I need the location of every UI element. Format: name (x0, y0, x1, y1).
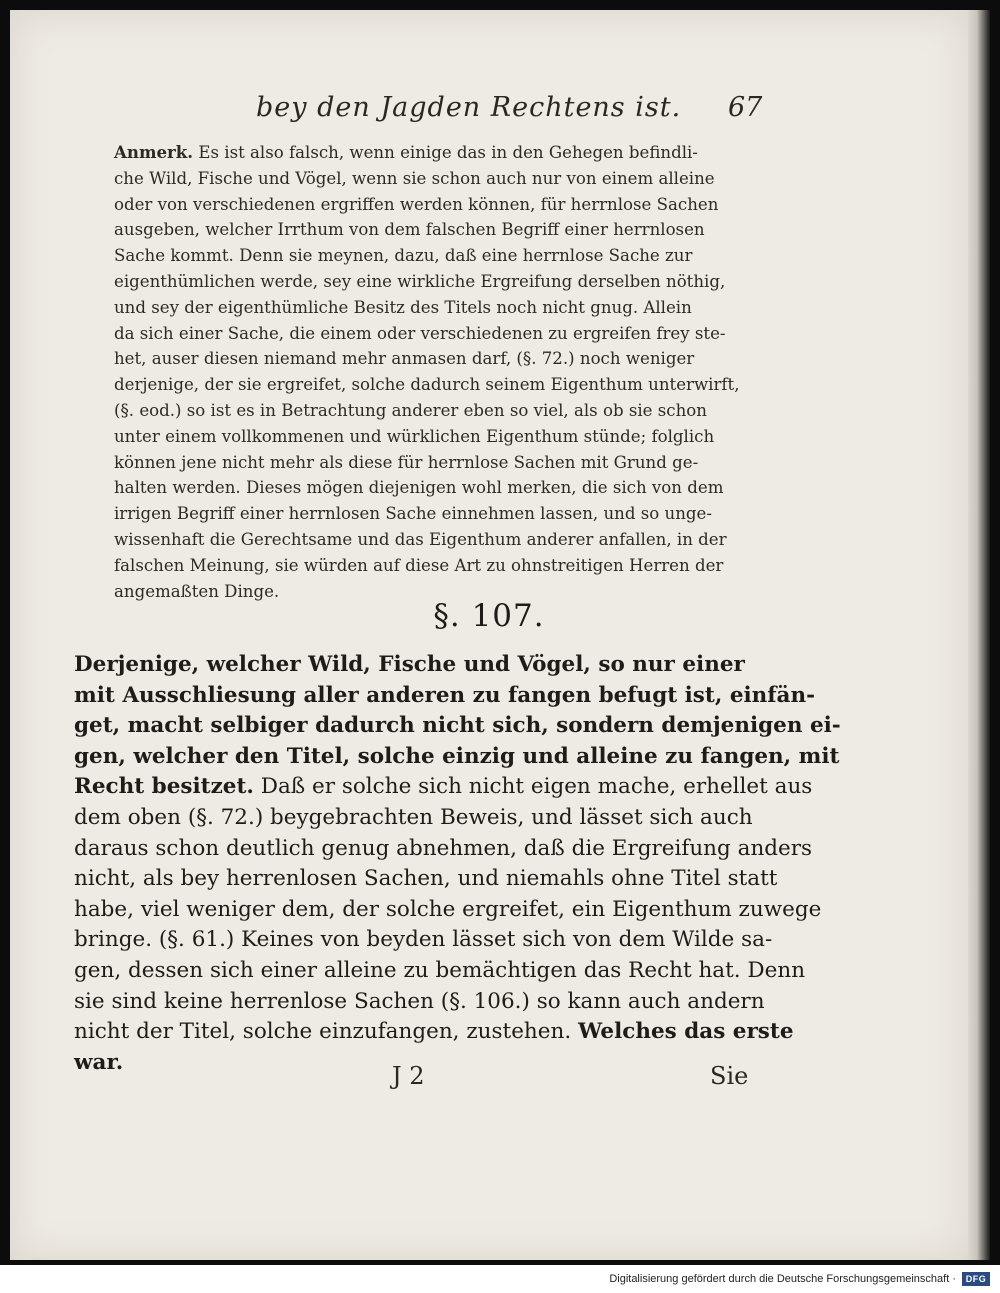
note-line-text: Es ist also falsch, wenn einige das in den Gehegen befindli- (198, 143, 698, 162)
note-line: falschen Meinung, sie würden auf diese Art zu ohnstreitigen Herren der (114, 555, 724, 575)
note-line: Sache kommt. Denn sie meynen, dazu, daß eine herrnlose Sache zur (114, 246, 693, 266)
body-line: gen, dessen sich einer alleine zu bemächtigen das Recht hat. Denn (74, 957, 806, 983)
note-line: eigenthümlichen werde, sey eine wirkliche Ergreifung derselben nöthig, (114, 271, 726, 291)
note-line (114, 140, 764, 166)
section-heading: §. 107. (433, 598, 545, 634)
note-line: het, auser diesen niemand mehr anmasen darf, (§. 72.) noch weniger (114, 349, 695, 369)
section-body (74, 650, 841, 1078)
page-edge (968, 10, 990, 1260)
note-line: halten werden. Dieses mögen diejenigen wohl merken, die sich von dem (114, 478, 724, 498)
credit-bar (0, 1265, 1000, 1293)
body-line-bold-part: Recht besitzet. (74, 774, 254, 800)
note-line: che Wild, Fische und Vögel, wenn sie schon auch nur von einem alleine (114, 168, 715, 188)
body-line-bold: mit Ausschliesung aller anderen zu fangen befugt ist, einfän- (74, 682, 816, 708)
note-line: und sey der eigenthümliche Besitz des Titels noch nicht gnug. Allein (114, 297, 692, 317)
note-line: unter einem vollkommenen und würklichen Eigenthum stünde; folglich (114, 426, 715, 446)
page-footer (10, 1062, 968, 1102)
page-header (10, 92, 968, 132)
catchword: Sie (710, 1062, 749, 1090)
note-line: ausgeben, welcher Irrthum von dem falschen Begriff einer herrnlosen (114, 220, 705, 240)
body-line (74, 772, 813, 803)
note-line: da sich einer Sache, die einem oder verschiedenen zu ergreifen frey ste- (114, 323, 726, 343)
body-line-bold: gen, welcher den Titel, solche einzig und alleine zu fangen, mit (74, 743, 840, 769)
note-lead: Anmerk. (114, 142, 194, 162)
running-head: bey den Jagden Rechtens ist. (256, 92, 682, 123)
book-page (10, 10, 968, 1260)
body-line: dem oben (§. 72.) beygebrachten Beweis, und lässet sich auch (74, 804, 753, 830)
body-line-bold: Derjenige, welcher Wild, Fische und Vögel, so nur einer (74, 652, 745, 677)
body-line (74, 1017, 794, 1048)
body-line-bold-part: Welches das erste (578, 1019, 794, 1045)
body-line-bold: war. (74, 1049, 124, 1075)
signature-mark: J 2 (392, 1062, 425, 1090)
note-line: können jene nicht mehr als diese für herrnlose Sachen mit Grund ge- (114, 452, 699, 472)
note-line: wissenhaft die Gerechtsame und das Eigenthum anderer anfallen, in der (114, 529, 727, 549)
dfg-logo-icon: DFG (962, 1272, 990, 1286)
body-line-bold: get, macht selbiger dadurch nicht sich, sondern demjenigen ei- (74, 713, 841, 739)
note-line: irrigen Begriff einer herrnlosen Sache einnehmen lassen, und so unge- (114, 504, 712, 524)
body-line-rest: Daß er solche sich nicht eigen mache, erhellet aus (253, 774, 813, 800)
note-line: oder von verschiedenen ergriffen werden können, für herrnlose Sachen (114, 194, 719, 214)
body-line: sie sind keine herrenlose Sachen (§. 106.) so kann auch andern (74, 988, 765, 1014)
note-line: derjenige, der sie ergreifet, solche dadurch seinem Eigenthum unterwirft, (114, 375, 740, 395)
note-line: angemaßten Dinge. (114, 581, 280, 601)
body-line: nicht, als bey herrenlosen Sachen, und niemahls ohne Titel statt (74, 866, 778, 892)
body-line: bringe. (§. 61.) Keines von beyden lässet sich von dem Wilde sa- (74, 927, 773, 953)
body-line-plain-part: nicht der Titel, solche einzufangen, zustehen. (74, 1019, 579, 1045)
page-number: 67 (728, 92, 763, 123)
credit-text: Digitalisierung gefördert durch die Deutsche Forschungsgemeinschaft · (609, 1273, 956, 1285)
annotation-block (114, 140, 764, 604)
body-line: habe, viel weniger dem, der solche ergreifet, ein Eigenthum zuwege (74, 896, 822, 922)
body-line: daraus schon deutlich genug abnehmen, daß die Ergreifung anders (74, 835, 813, 861)
note-line: (§. eod.) so ist es in Betrachtung anderer eben so viel, als ob sie schon (114, 400, 707, 420)
